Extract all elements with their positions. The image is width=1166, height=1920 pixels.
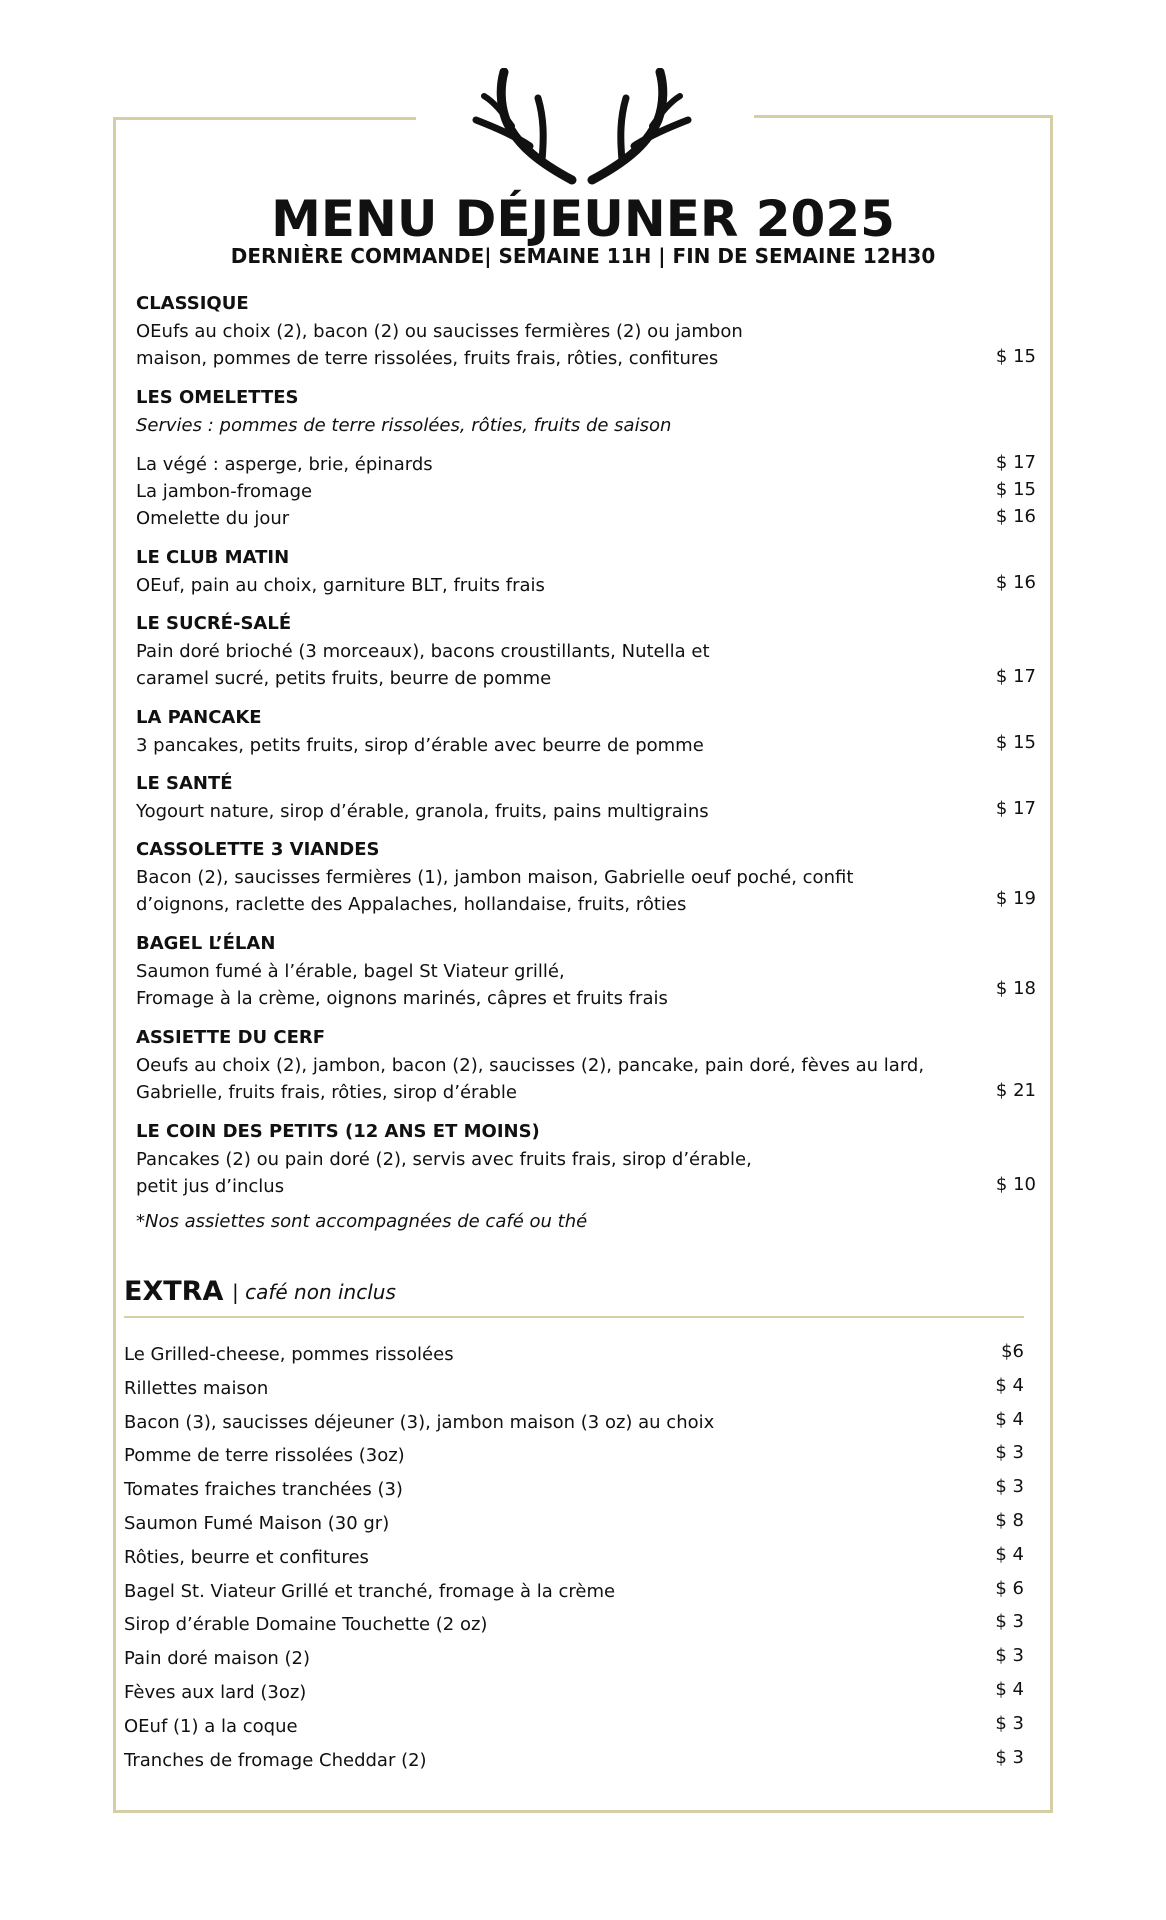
item-label: Le Grilled-cheese, pommes rissolées [124,1344,454,1365]
list-item [124,1439,1024,1473]
section-pancake [136,704,1036,759]
list-item [124,1338,1024,1372]
section-title: LE SUCRÉ-SALÉ [136,613,292,634]
item-label: La végé : asperge, brie, épinards [136,454,433,475]
item-label: Fèves aux lard (3oz) [124,1681,307,1703]
extra-title: EXTRA [124,1276,224,1307]
section-title: LE COIN DES PETITS (12 ANS ET MOINS) [136,1121,540,1142]
item-description: Yogourt nature, sirop d’érable, granola, fruits, pains multigrains [136,801,709,822]
section-classique [136,290,1036,372]
item-description: caramel sucré, petits fruits, beurre de pomme [136,668,552,689]
item-price: $ 8 [995,1509,1024,1531]
item-description: Saumon fumé à l’érable, bagel St Viateur grillé, [136,961,565,982]
section-title: CASSOLETTE 3 VIANDES [136,839,380,860]
item-price: $ 17 [995,452,1036,473]
item-price: $ 19 [995,888,1036,909]
item-price: $ 3 [995,1476,1024,1498]
list-item [124,1710,1024,1744]
section-bagel [136,930,1036,1012]
list-item [136,451,1036,478]
item-label: OEuf (1) a la coque [124,1715,298,1737]
item-description: Oeufs au choix (2), jambon, bacon (2), saucisses (2), pancake, pain doré, fèves au lard, [136,1055,925,1076]
list-item [136,505,1036,532]
item-price: $ 4 [995,1408,1024,1430]
item-description: d’oignons, raclette des Appalaches, hollandaise, fruits, rôties [136,894,687,915]
item-price: $ 4 [995,1678,1024,1700]
item-price: $ 10 [995,1174,1036,1195]
item-price: $ 21 [995,1080,1036,1101]
list-item [124,1608,1024,1642]
item-label: Tranches de fromage Cheddar (2) [124,1749,427,1771]
item-description: Fromage à la crème, oignons marinés, câpres et fruits frais [136,988,668,1009]
item-label: Sirop d’érable Domaine Touchette (2 oz) [124,1614,488,1636]
list-item [124,1642,1024,1676]
section-title: LE SANTÉ [136,773,233,794]
item-price: $ 3 [995,1712,1024,1734]
item-price: $6 [1001,1341,1024,1362]
item-price: $ 18 [995,978,1036,999]
section-title: BAGEL L’ÉLAN [136,933,276,954]
section-title: ASSIETTE DU CERF [136,1027,326,1048]
footnote: *Nos assiettes sont accompagnées de café ou thé [136,1211,588,1232]
item-price: $ 15 [995,346,1036,367]
item-description: petit jus d’inclus [136,1176,285,1197]
item-price: $ 17 [995,666,1036,687]
item-description: OEuf, pain au choix, garniture BLT, fruits frais [136,575,545,596]
item-label: Pain doré maison (2) [124,1648,311,1670]
item-label: Omelette du jour [136,508,290,529]
item-description: Pain doré brioché (3 morceaux), bacons croustillants, Nutella et [136,641,710,662]
section-note: Servies : pommes de terre rissolées, rôties, fruits de saison [136,415,672,436]
list-item [124,1406,1024,1440]
item-label: La jambon-fromage [136,481,313,502]
item-label: Rillettes maison [124,1377,269,1399]
menu-title: MENU DÉJEUNER 2025 [271,190,895,248]
list-item [124,1575,1024,1609]
item-label: Tomates fraiches tranchées (3) [124,1479,403,1501]
item-price: $ 15 [995,479,1036,500]
frame-top-right [754,115,1053,118]
section-title: LE CLUB MATIN [136,547,290,568]
item-price: $ 16 [995,506,1036,527]
list-item [124,1372,1024,1406]
list-item [124,1541,1024,1575]
list-item [136,478,1036,505]
item-description: Pancakes (2) ou pain doré (2), servis avec fruits frais, sirop d’érable, [136,1149,752,1170]
menu-subtitle: DERNIÈRE COMMANDE| SEMAINE 11H | FIN DE SEMAINE 12H30 [230,244,936,268]
item-label: Bagel St. Viateur Grillé et tranché, fromage à la crème [124,1580,616,1602]
item-description: maison, pommes de terre rissolées, fruits frais, rôties, confitures [136,348,719,369]
list-item [124,1473,1024,1507]
section-title: LES OMELETTES [136,387,299,408]
frame-top-left [113,117,416,120]
item-description: OEufs au choix (2), bacon (2) ou saucisses fermières (2) ou jambon [136,321,743,342]
item-price: $ 3 [995,1645,1024,1667]
section-coin-des-petits [136,1118,1036,1235]
item-description: Bacon (2), saucisses fermières (1), jambon maison, Gabrielle oeuf poché, confit [136,867,854,888]
item-label: Saumon Fumé Maison (30 gr) [124,1512,390,1534]
item-label: Rôties, beurre et confitures [124,1546,369,1568]
section-title: CLASSIQUE [136,293,249,314]
section-sante [136,770,1036,825]
item-description: Gabrielle, fruits frais, rôties, sirop d’érable [136,1082,517,1103]
list-item [124,1676,1024,1710]
item-price: $ 15 [995,732,1036,753]
extra-list [124,1338,1024,1777]
item-price: $ 17 [995,798,1036,819]
extra-divider [124,1316,1024,1318]
item-label: Pomme de terre rissolées (3oz) [124,1445,405,1467]
section-assiette-du-cerf [136,1024,1036,1106]
item-price: $ 3 [995,1611,1024,1633]
section-club-matin [136,544,1036,599]
section-sucre-sale [136,610,1036,692]
item-price: $ 3 [995,1746,1024,1768]
item-price: $ 16 [995,572,1036,593]
extra-subtitle: | café non inclus [232,1280,396,1304]
section-title: LA PANCAKE [136,707,262,728]
item-price: $ 4 [995,1374,1024,1396]
section-cassolette [136,836,1036,918]
item-label: Bacon (3), saucisses déjeuner (3), jambon maison (3 oz) au choix [124,1411,715,1433]
list-item [124,1507,1024,1541]
item-description: 3 pancakes, petits fruits, sirop d’érable avec beurre de pomme [136,735,704,756]
item-price: $ 4 [995,1543,1024,1565]
section-omelettes [136,384,1036,532]
antlers-icon [472,68,692,186]
list-item [124,1744,1024,1778]
item-price: $ 3 [995,1442,1024,1464]
item-price: $ 6 [995,1577,1024,1599]
